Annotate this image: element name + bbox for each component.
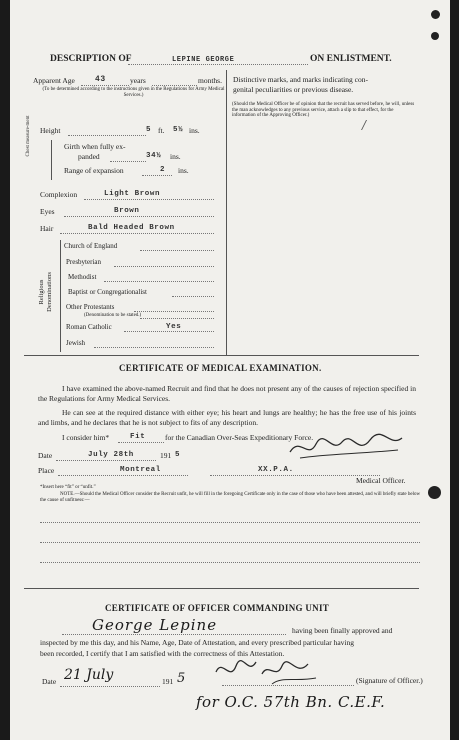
- religion-roman-catholic-value: Yes: [166, 323, 182, 331]
- religion-presbyterian: Presbyterian: [66, 258, 101, 266]
- scan-border-right: [450, 0, 459, 740]
- officer-signature: [212, 654, 322, 688]
- header-dotline: [128, 64, 308, 65]
- religion-dotline: [114, 266, 214, 267]
- section-rule: [24, 355, 419, 356]
- unfit-note: NOTE.—Should the Medical Officer consider the Recruit unfit, he will fill in the foregoing Certificate only in the case of those who have been attested, and will briefly state below the cause of unfitness:—: [40, 492, 421, 503]
- signature-dotline: [222, 685, 354, 686]
- height-dotline: [68, 135, 146, 136]
- religion-dotline: [140, 318, 214, 319]
- religion-other-note: (Denomination to be stated.): [84, 313, 142, 318]
- scan-border-left: [0, 0, 10, 740]
- place-label: Place: [38, 466, 55, 475]
- height-ft: 5: [146, 126, 152, 134]
- religion-dotline: [134, 311, 214, 312]
- blank-line: [40, 542, 420, 543]
- range-ins: ins.: [178, 166, 189, 175]
- eyes-label: Eyes: [40, 207, 55, 216]
- punch-hole: [428, 486, 441, 499]
- footnote-fit-unfit: *Insert here “fit” or “unfit.”: [40, 485, 96, 490]
- medical-para1: I have examined the above-named Recruit and find that he does not present any of the causes of rejection specified in the Regulations for Army Medical Services.: [38, 384, 416, 403]
- years-label: years: [130, 76, 146, 85]
- hair-dotline: [60, 233, 214, 234]
- consider-value: Fit: [130, 433, 146, 441]
- place-value: Montreal: [120, 466, 161, 474]
- medical-para2: He can see at the required distance with either eye; his heart and lungs are healthy; he has the free use of his joints and limbs, and he declares that he is not subject to fits of any description.: [38, 408, 416, 427]
- religion-roman-catholic: Roman Catholic: [66, 323, 112, 331]
- officer-date-handwritten: 21 July: [64, 667, 114, 683]
- girth-dotline: [110, 161, 146, 162]
- officer-year-prefix: 191: [162, 677, 174, 686]
- place-dotline: [58, 475, 188, 476]
- distinctive-note: (Should the Medical Officer be of opinion that the recruit has served before, he will, unless the man acknowledges to any previous service, attach a slip to that effect, for the information of the Approving Officer.): [232, 102, 415, 118]
- complexion-dotline: [84, 199, 214, 200]
- punch-hole: [431, 10, 440, 19]
- distinctive-line2: genital peculiarities or previous disease.: [233, 85, 354, 94]
- age-note: (To be determined according to the instructions given in the Regulations for Army Medical Services.): [42, 87, 225, 98]
- section-rule: [24, 588, 419, 589]
- consider-label: I consider him*: [62, 433, 110, 442]
- medical-officer-signature: [286, 430, 406, 466]
- ft-label: ft.: [158, 126, 165, 135]
- chest-label: Chest measure-ment: [26, 115, 31, 157]
- ins-label: ins.: [189, 126, 200, 135]
- hair-label: Hair: [40, 224, 54, 233]
- religion-dotline: [94, 347, 214, 348]
- age-label: Apparent Age: [33, 76, 75, 85]
- months-dotline: [152, 85, 197, 86]
- religion-dotline: [140, 250, 214, 251]
- header-name: LEPINE GEORGE: [172, 56, 235, 64]
- header-right: ON ENLISTMENT.: [310, 54, 392, 64]
- hair-value: Bald Headed Brown: [88, 224, 175, 232]
- chest-bracket: [51, 140, 52, 180]
- eyes-dotline: [64, 216, 214, 217]
- officer-date-dotline: [60, 686, 160, 687]
- range-dotline: [142, 175, 172, 176]
- religion-side-label: Religious Denominations: [38, 272, 53, 312]
- medical-certificate-title: CERTIFICATE OF MEDICAL EXAMINATION.: [119, 363, 322, 373]
- distinctive-mark: /: [362, 118, 367, 132]
- officer-value: XX.P.A.: [258, 466, 294, 474]
- religion-dotline: [124, 331, 214, 332]
- medical-date-dotline: [56, 460, 156, 461]
- religion-methodist: Methodist: [68, 273, 97, 281]
- religion-church-of-england: Church of England: [64, 242, 118, 250]
- religion-jewish: Jewish: [66, 339, 86, 347]
- column-divider: [226, 70, 227, 355]
- signature-label: (Signature of Officer.): [356, 676, 423, 685]
- range-value: 2: [160, 166, 166, 174]
- officer-line1-suffix: having been finally approved and: [292, 626, 393, 635]
- girth-ins: ins.: [170, 152, 181, 161]
- age-dotline: [81, 85, 129, 86]
- blank-line: [40, 522, 420, 523]
- complexion-label: Complexion: [40, 190, 78, 199]
- for-oc-handwritten: for O.C. 57th Bn. C.E.F.: [196, 693, 386, 711]
- range-label: Range of expansion: [64, 166, 124, 175]
- officer-year-handwritten: 5: [177, 671, 186, 686]
- medical-date-value: July 28th: [88, 451, 134, 459]
- medical-year-prefix: 191: [160, 451, 172, 460]
- height-ins: 5½: [173, 126, 184, 134]
- religion-dotline: [172, 296, 214, 297]
- religion-other-protestants: Other Protestants: [66, 303, 115, 311]
- medical-year-value: 5: [175, 451, 181, 459]
- punch-hole: [431, 32, 439, 40]
- recruit-name-dotline: [62, 634, 286, 635]
- officer-date-label: Date: [42, 677, 57, 686]
- girth-value: 34½: [146, 152, 162, 160]
- officer-line2: inspected by me this day, and his Name, Age, Date of Attestation, and every prescribed particular having: [40, 638, 355, 647]
- eyes-value: Brown: [114, 207, 140, 215]
- religion-dotline: [104, 281, 214, 282]
- girth-label2: panded: [78, 152, 100, 161]
- medical-officer-label: Medical Officer.: [356, 476, 406, 485]
- header-left: DESCRIPTION OF: [50, 54, 132, 64]
- distinctive-line1: Distinctive marks, and marks indicating con-: [233, 75, 368, 84]
- complexion-value: Light Brown: [104, 190, 161, 198]
- age-years: 43: [95, 75, 106, 84]
- consider-dotline: [118, 442, 164, 443]
- consider-suffix: for the Canadian Over-Seas Expeditionary Force.: [165, 433, 314, 442]
- officer-line3: been recorded, I certify that I am satisfied with the correctness of this Attestation.: [40, 649, 285, 658]
- months-label: months.: [198, 76, 222, 85]
- girth-label1: Girth when fully ex-: [64, 142, 126, 151]
- medical-date-label: Date: [38, 451, 53, 460]
- officer-dotline: [210, 475, 380, 476]
- religion-bracket: [60, 240, 61, 352]
- officer-certificate-title: CERTIFICATE OF OFFICER COMMANDING UNIT: [105, 603, 330, 613]
- religion-baptist: Baptist or Congregationalist: [68, 288, 147, 296]
- blank-line: [40, 562, 420, 563]
- height-label: Height: [40, 126, 61, 135]
- recruit-name-handwritten: George Lepine: [92, 616, 218, 634]
